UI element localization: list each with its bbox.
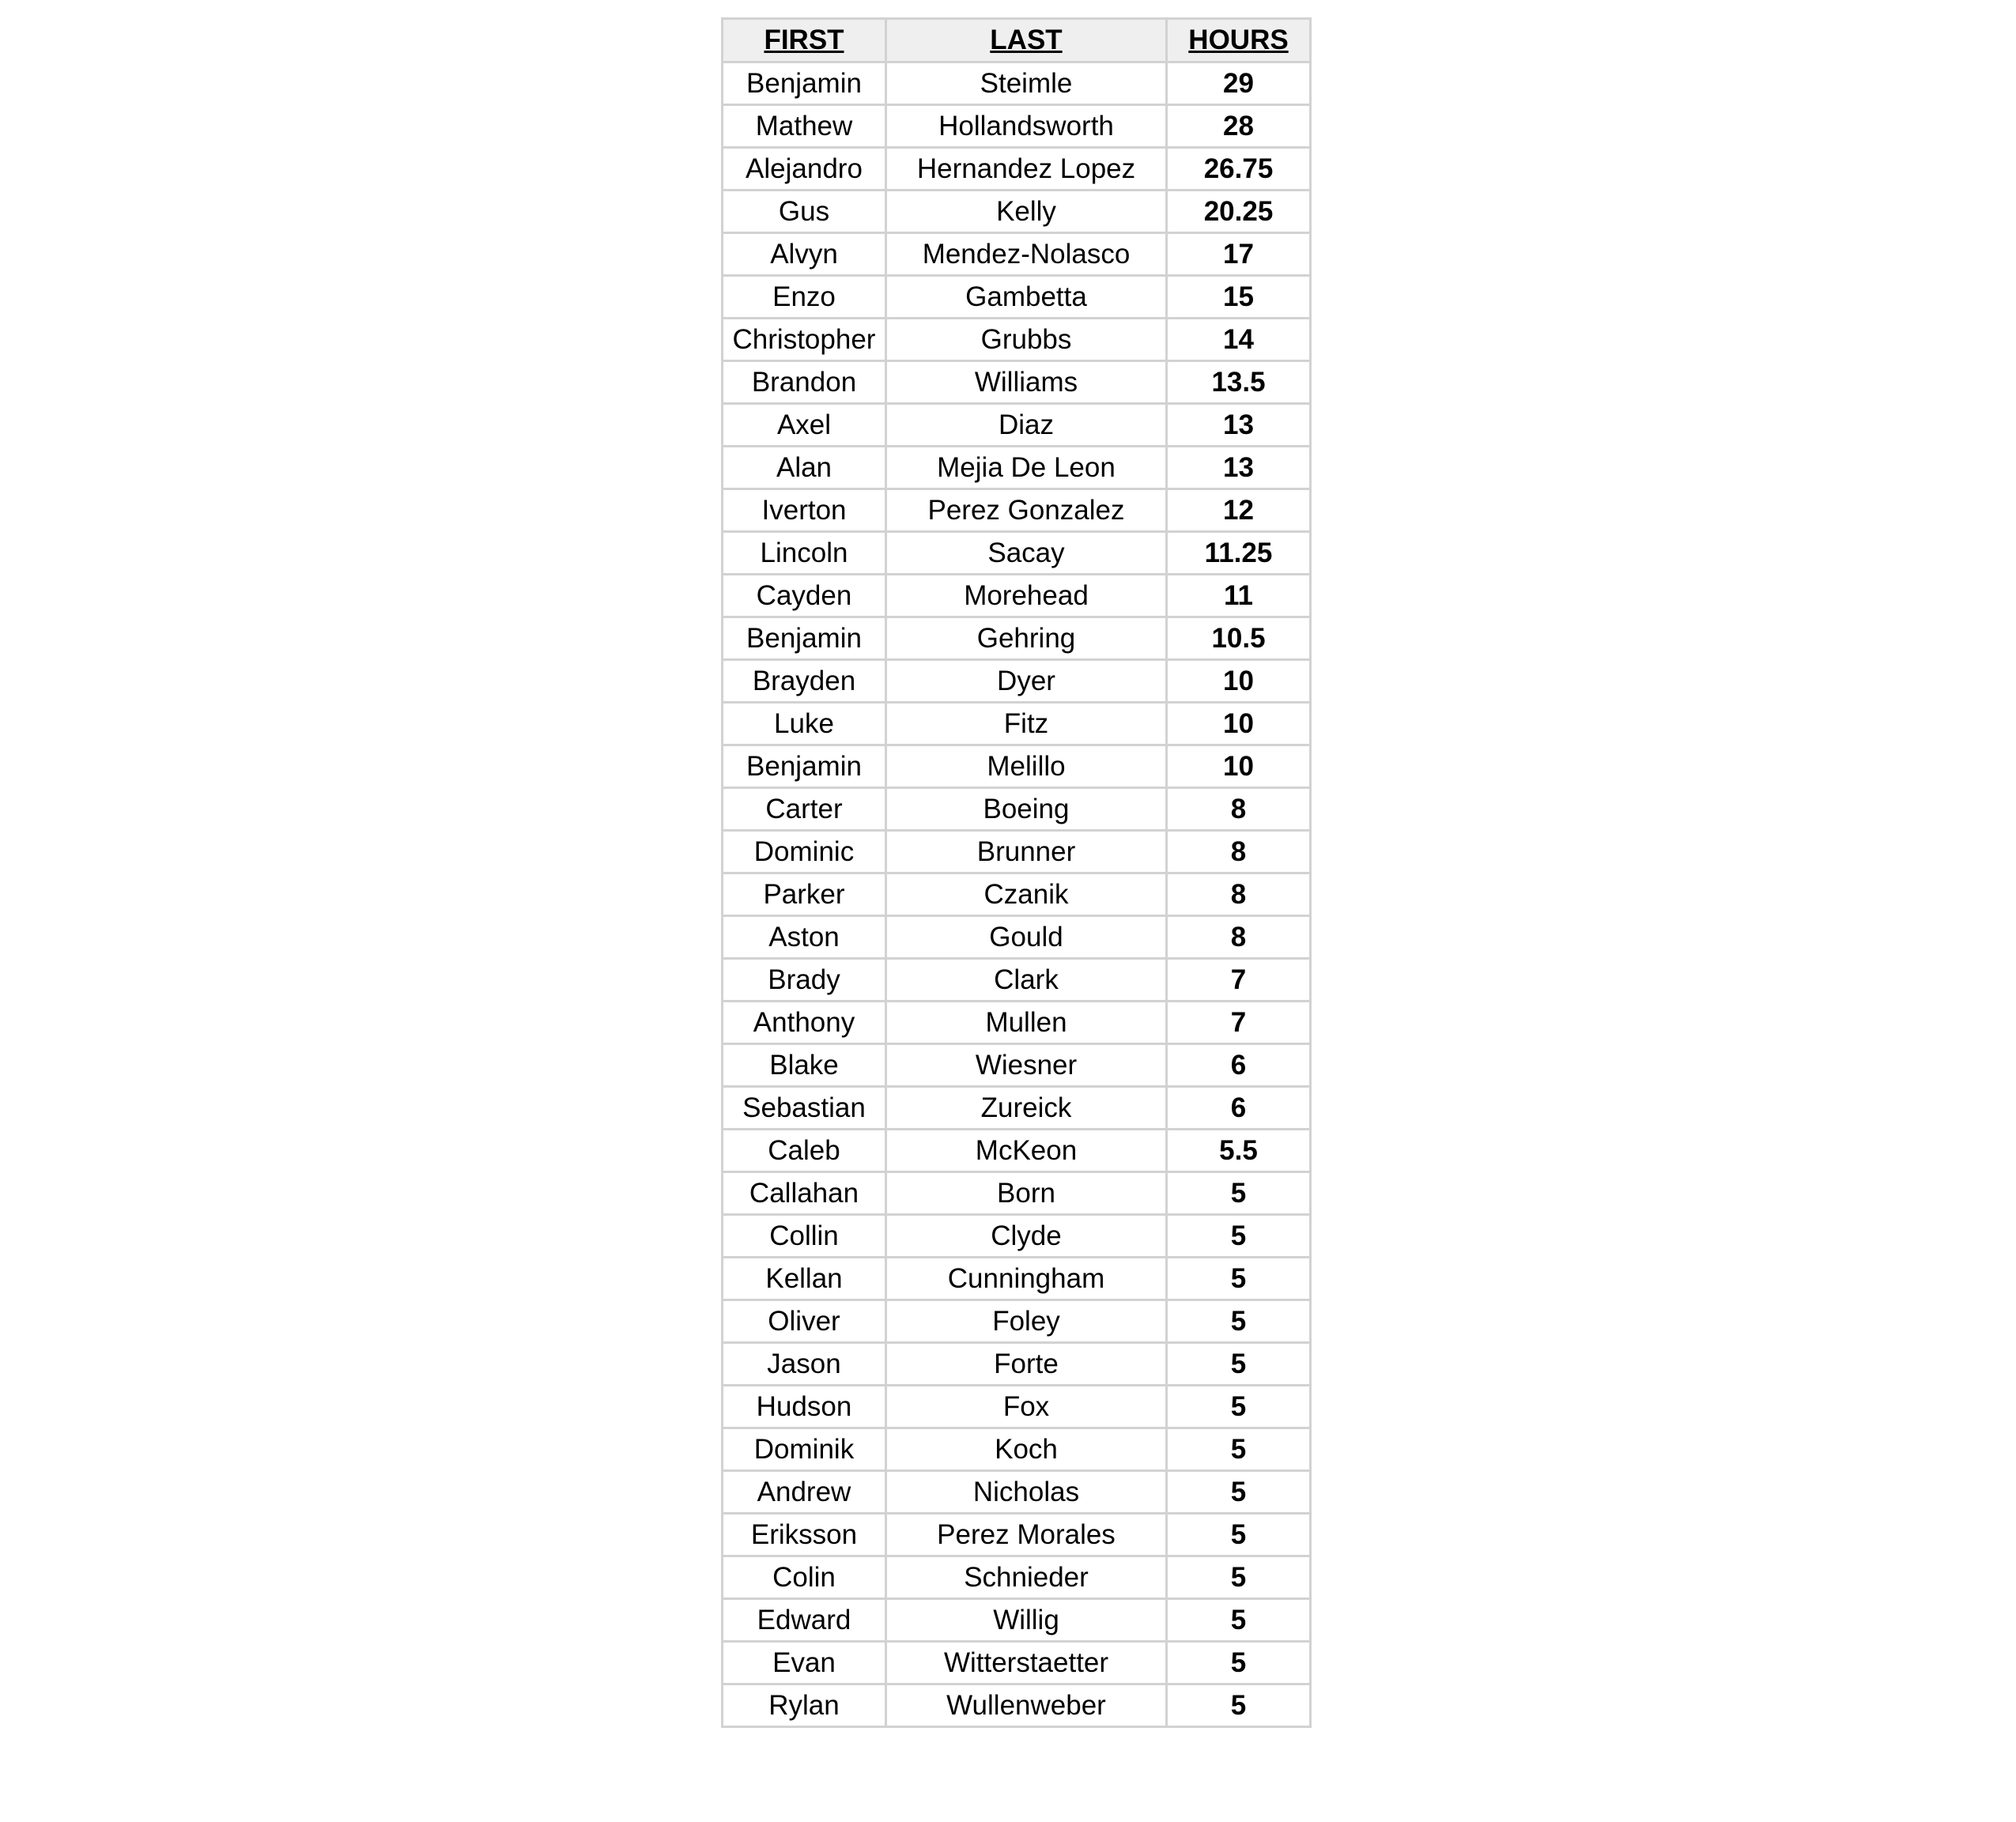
hours-cell: 11.25 [1167, 532, 1311, 575]
first-name-cell: Luke [723, 703, 886, 745]
first-name-cell: Alan [723, 447, 886, 489]
first-name-cell: Benjamin [723, 617, 886, 660]
last-name-cell: Grubbs [886, 319, 1167, 361]
table-row [723, 1343, 1311, 1386]
last-name-cell: Boeing [886, 788, 1167, 831]
last-name-cell: Dyer [886, 660, 1167, 703]
hours-cell: 5 [1167, 1556, 1311, 1599]
first-name-cell: Christopher [723, 319, 886, 361]
hours-cell: 5 [1167, 1599, 1311, 1642]
first-name-cell: Sebastian [723, 1087, 886, 1130]
table-row [723, 1684, 1311, 1727]
table-row [723, 1514, 1311, 1556]
first-name-cell: Iverton [723, 489, 886, 532]
last-name-cell: Gould [886, 916, 1167, 959]
hours-cell: 5 [1167, 1471, 1311, 1514]
first-name-cell: Andrew [723, 1471, 886, 1514]
hours-cell: 5 [1167, 1172, 1311, 1215]
first-name-cell: Brayden [723, 660, 886, 703]
first-name-cell: Hudson [723, 1386, 886, 1428]
hours-cell: 13.5 [1167, 361, 1311, 404]
last-name-cell: Wullenweber [886, 1684, 1167, 1727]
first-name-cell: Collin [723, 1215, 886, 1258]
table-row [723, 148, 1311, 190]
first-name-cell: Eriksson [723, 1514, 886, 1556]
last-name-cell: Williams [886, 361, 1167, 404]
table-row [723, 489, 1311, 532]
first-name-cell: Blake [723, 1044, 886, 1087]
first-name-cell: Evan [723, 1642, 886, 1684]
hours-cell: 26.75 [1167, 148, 1311, 190]
last-name-cell: Melillo [886, 745, 1167, 788]
last-name-cell: Forte [886, 1343, 1167, 1386]
last-name-cell: Brunner [886, 831, 1167, 873]
first-name-cell: Aston [723, 916, 886, 959]
last-name-cell: Morehead [886, 575, 1167, 617]
table-row [723, 1044, 1311, 1087]
hours-cell: 6 [1167, 1044, 1311, 1087]
hours-cell: 8 [1167, 788, 1311, 831]
last-name-cell: Czanik [886, 873, 1167, 916]
hours-cell: 10 [1167, 703, 1311, 745]
first-name-cell: Alejandro [723, 148, 886, 190]
table-row [723, 959, 1311, 1002]
first-name-cell: Rylan [723, 1684, 886, 1727]
first-name-cell: Carter [723, 788, 886, 831]
table-row [723, 319, 1311, 361]
table-row [723, 276, 1311, 319]
last-name-cell: Clyde [886, 1215, 1167, 1258]
hours-cell: 10 [1167, 660, 1311, 703]
last-name-cell: Steimle [886, 62, 1167, 105]
last-name-cell: Nicholas [886, 1471, 1167, 1514]
first-name-cell: Oliver [723, 1300, 886, 1343]
first-name-cell: Kellan [723, 1258, 886, 1300]
last-name-cell: Gambetta [886, 276, 1167, 319]
last-name-cell: Hollandsworth [886, 105, 1167, 148]
hours-cell: 7 [1167, 1002, 1311, 1044]
hours-cell: 10 [1167, 745, 1311, 788]
first-name-cell: Gus [723, 190, 886, 233]
hours-cell: 8 [1167, 916, 1311, 959]
hours-cell: 10.5 [1167, 617, 1311, 660]
hours-cell: 8 [1167, 873, 1311, 916]
table-row [723, 1087, 1311, 1130]
last-name-cell: Cunningham [886, 1258, 1167, 1300]
hours-cell: 5 [1167, 1428, 1311, 1471]
table-row [723, 703, 1311, 745]
table-row [723, 62, 1311, 105]
hours-cell: 20.25 [1167, 190, 1311, 233]
hours-cell: 13 [1167, 447, 1311, 489]
first-name-cell: Benjamin [723, 62, 886, 105]
hours-cell: 5 [1167, 1386, 1311, 1428]
table-row [723, 1002, 1311, 1044]
hours-cell: 6 [1167, 1087, 1311, 1130]
table-row [723, 1599, 1311, 1642]
hours-cell: 7 [1167, 959, 1311, 1002]
first-name-cell: Enzo [723, 276, 886, 319]
last-name-cell: Mullen [886, 1002, 1167, 1044]
first-name-cell: Mathew [723, 105, 886, 148]
table-row [723, 1215, 1311, 1258]
header-first: FIRST [723, 19, 886, 62]
hours-cell: 28 [1167, 105, 1311, 148]
table-row [723, 831, 1311, 873]
first-name-cell: Benjamin [723, 745, 886, 788]
table-row [723, 873, 1311, 916]
hours-cell: 14 [1167, 319, 1311, 361]
hours-cell: 17 [1167, 233, 1311, 276]
table-row [723, 1300, 1311, 1343]
table-row [723, 532, 1311, 575]
first-name-cell: Cayden [723, 575, 886, 617]
last-name-cell: Fox [886, 1386, 1167, 1428]
header-last: LAST [886, 19, 1167, 62]
table-body [723, 62, 1311, 1727]
table-row [723, 1258, 1311, 1300]
table-row [723, 404, 1311, 447]
table-row [723, 575, 1311, 617]
hours-cell: 15 [1167, 276, 1311, 319]
last-name-cell: Clark [886, 959, 1167, 1002]
first-name-cell: Brandon [723, 361, 886, 404]
table-row [723, 1130, 1311, 1172]
table-row [723, 660, 1311, 703]
first-name-cell: Lincoln [723, 532, 886, 575]
table-row [723, 617, 1311, 660]
last-name-cell: Zureick [886, 1087, 1167, 1130]
hours-cell: 13 [1167, 404, 1311, 447]
last-name-cell: Gehring [886, 617, 1167, 660]
table-row [723, 1386, 1311, 1428]
first-name-cell: Anthony [723, 1002, 886, 1044]
hours-cell: 5.5 [1167, 1130, 1311, 1172]
last-name-cell: Sacay [886, 532, 1167, 575]
last-name-cell: McKeon [886, 1130, 1167, 1172]
last-name-cell: Perez Gonzalez [886, 489, 1167, 532]
table-row [723, 1556, 1311, 1599]
hours-cell: 5 [1167, 1514, 1311, 1556]
last-name-cell: Mendez-Nolasco [886, 233, 1167, 276]
hours-cell: 5 [1167, 1684, 1311, 1727]
first-name-cell: Edward [723, 1599, 886, 1642]
hours-cell: 8 [1167, 831, 1311, 873]
hours-cell: 5 [1167, 1642, 1311, 1684]
table-header [723, 19, 1311, 62]
table-row [723, 1471, 1311, 1514]
last-name-cell: Fitz [886, 703, 1167, 745]
hours-cell: 5 [1167, 1343, 1311, 1386]
table-row [723, 233, 1311, 276]
last-name-cell: Witterstaetter [886, 1642, 1167, 1684]
last-name-cell: Schnieder [886, 1556, 1167, 1599]
first-name-cell: Dominik [723, 1428, 886, 1471]
last-name-cell: Diaz [886, 404, 1167, 447]
hours-cell: 12 [1167, 489, 1311, 532]
first-name-cell: Colin [723, 1556, 886, 1599]
table-row [723, 447, 1311, 489]
first-name-cell: Caleb [723, 1130, 886, 1172]
table-row [723, 1172, 1311, 1215]
first-name-cell: Parker [723, 873, 886, 916]
hours-cell: 11 [1167, 575, 1311, 617]
last-name-cell: Willig [886, 1599, 1167, 1642]
last-name-cell: Perez Morales [886, 1514, 1167, 1556]
table-row [723, 190, 1311, 233]
last-name-cell: Mejia De Leon [886, 447, 1167, 489]
last-name-cell: Kelly [886, 190, 1167, 233]
table-row [723, 916, 1311, 959]
table-row [723, 361, 1311, 404]
last-name-cell: Hernandez Lopez [886, 148, 1167, 190]
hours-table [721, 17, 1312, 1728]
hours-cell: 5 [1167, 1300, 1311, 1343]
last-name-cell: Koch [886, 1428, 1167, 1471]
last-name-cell: Born [886, 1172, 1167, 1215]
hours-cell: 29 [1167, 62, 1311, 105]
header-hours: HOURS [1167, 19, 1311, 62]
table-row [723, 1428, 1311, 1471]
table-row [723, 105, 1311, 148]
hours-cell: 5 [1167, 1215, 1311, 1258]
last-name-cell: Foley [886, 1300, 1167, 1343]
table-row [723, 1642, 1311, 1684]
first-name-cell: Dominic [723, 831, 886, 873]
first-name-cell: Callahan [723, 1172, 886, 1215]
first-name-cell: Axel [723, 404, 886, 447]
hours-cell: 5 [1167, 1258, 1311, 1300]
table-row [723, 788, 1311, 831]
first-name-cell: Brady [723, 959, 886, 1002]
header-row [723, 19, 1311, 62]
table-row [723, 745, 1311, 788]
first-name-cell: Alvyn [723, 233, 886, 276]
first-name-cell: Jason [723, 1343, 886, 1386]
last-name-cell: Wiesner [886, 1044, 1167, 1087]
